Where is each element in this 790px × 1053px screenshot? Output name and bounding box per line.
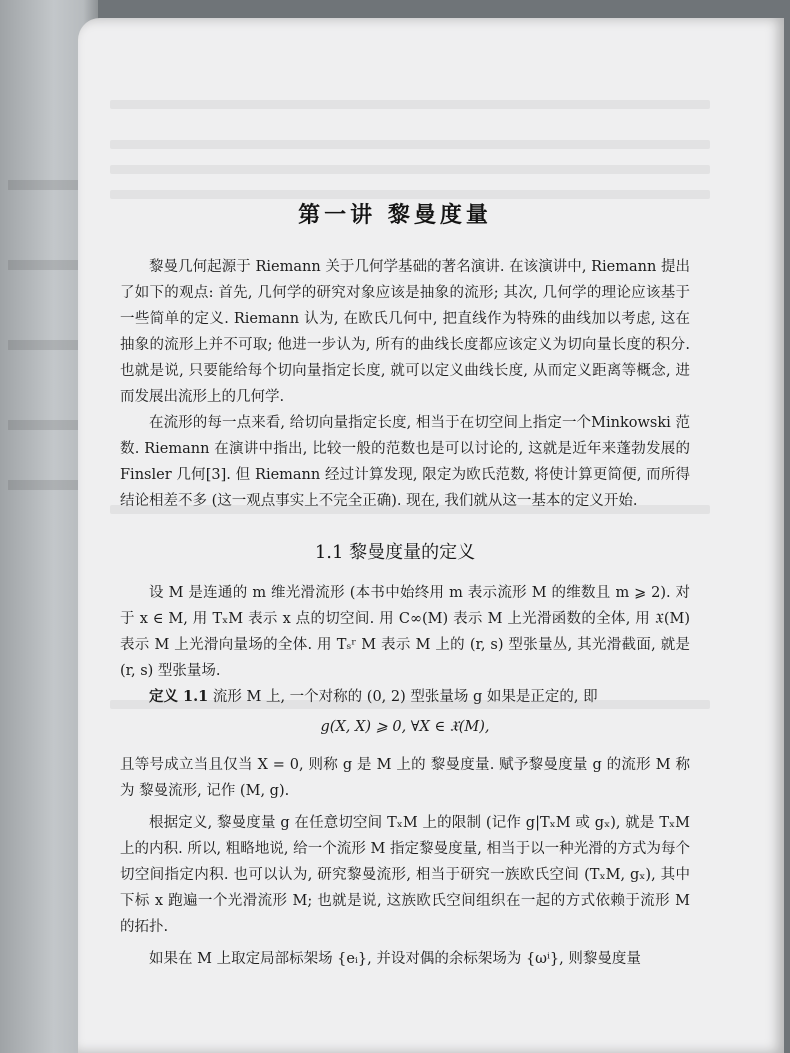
intro-block bbox=[120, 254, 690, 514]
section-paragraph-1: 设 M 是连通的 m 维光滑流形 (本书中始终用 m 表示流形 M 的维数且 m ⩾ 2). 对于 x ∈ M, 用 TₓM 表示 x 点的切空间. 用 C∞(M) 表示 M 上光滑函数的全体, 用 𝔛(M) 表示 M 上光滑向量场的全体. 用 Tₛʳ M 表示 M 上的 (r, s) 型张量丛, 其光滑截面, 就是 (r, s) 型张量场. bbox=[120, 585, 690, 679]
section-title: 1.1 黎曼度量的定义 bbox=[314, 542, 476, 563]
definition bbox=[120, 684, 690, 710]
section-block bbox=[120, 580, 690, 972]
intro-paragraph-1: 黎曼几何起源于 Riemann 关于几何学基础的著名演讲. 在该演讲中, Riemann 提出了如下的观点: 首先, 几何学的研究对象应该是抽象的流形; 其次, 几何学的理论应该基于一些简单的定义. Riemann 认为, 在欧氏几何中, 把直线作为特殊的曲线加以考虑, 这在抽象的流形上并不可取; 他进一步认为, 所有的曲线长度都应该定义为切向量长度的积分. 也就是说, 只要能给每个切向量指定长度, 就可以定义曲线长度, 从而定义距离等概念, 进而发展出流形上的几何学. bbox=[120, 259, 690, 405]
definition-label: 定义 1.1 bbox=[149, 688, 209, 705]
section-paragraph-3: 如果在 M 上取定局部标架场 {eᵢ}, 并设对偶的余标架场为 {ωⁱ}, 则黎曼度量 bbox=[149, 951, 641, 967]
section-paragraph-2: 根据定义, 黎曼度量 g 在任意切空间 TₓM 上的限制 (记作 g|TₓM 或 gₓ), 就是 TₓM 上的内积. 所以, 粗略地说, 给一个流形 M 指定黎曼度量, 相当于以一种光滑的方式为每个切空间指定内积. 也可以认为, 研究黎曼流形, 相当于研究一族欧氏空间 (TₓM, gₓ), 其中下标 x 跑遍一个光滑流形 M; 也就是说, 这族欧氏空间组织在一起的方式依赖于流形 M 的拓扑. bbox=[120, 815, 690, 935]
definition-formula: g(X, X) ⩾ 0, ∀X ∈ 𝔛(M), bbox=[320, 719, 490, 735]
lecture-title: 第一讲 黎曼度量 bbox=[298, 202, 492, 228]
definition-text: 流形 M 上, 一个对称的 (0, 2) 型张量场 g 如果是正定的, 即 bbox=[212, 689, 598, 705]
intro-paragraph-2: 在流形的每一点来看, 给切向量指定长度, 相当于在切空间上指定一个Minkowski 范数. Riemann 在演讲中指出, 比较一般的范数也是可以讨论的, 这就是近年来蓬勃发展的 Finsler 几何[3]. 但 Riemann 经过计算发现, 限定为欧氏范数, 将使计算更简便, 而所得结论相差不多 (这一观点事实上不完全正确). 现在, 我们就从这一基本的定义开始. bbox=[120, 415, 690, 509]
definition-continuation: 且等号成立当且仅当 X = 0, 则称 g 是 M 上的 黎曼度量. 赋予黎曼度量 g 的流形 M 称为 黎曼流形, 记作 (M, g). bbox=[120, 757, 690, 799]
